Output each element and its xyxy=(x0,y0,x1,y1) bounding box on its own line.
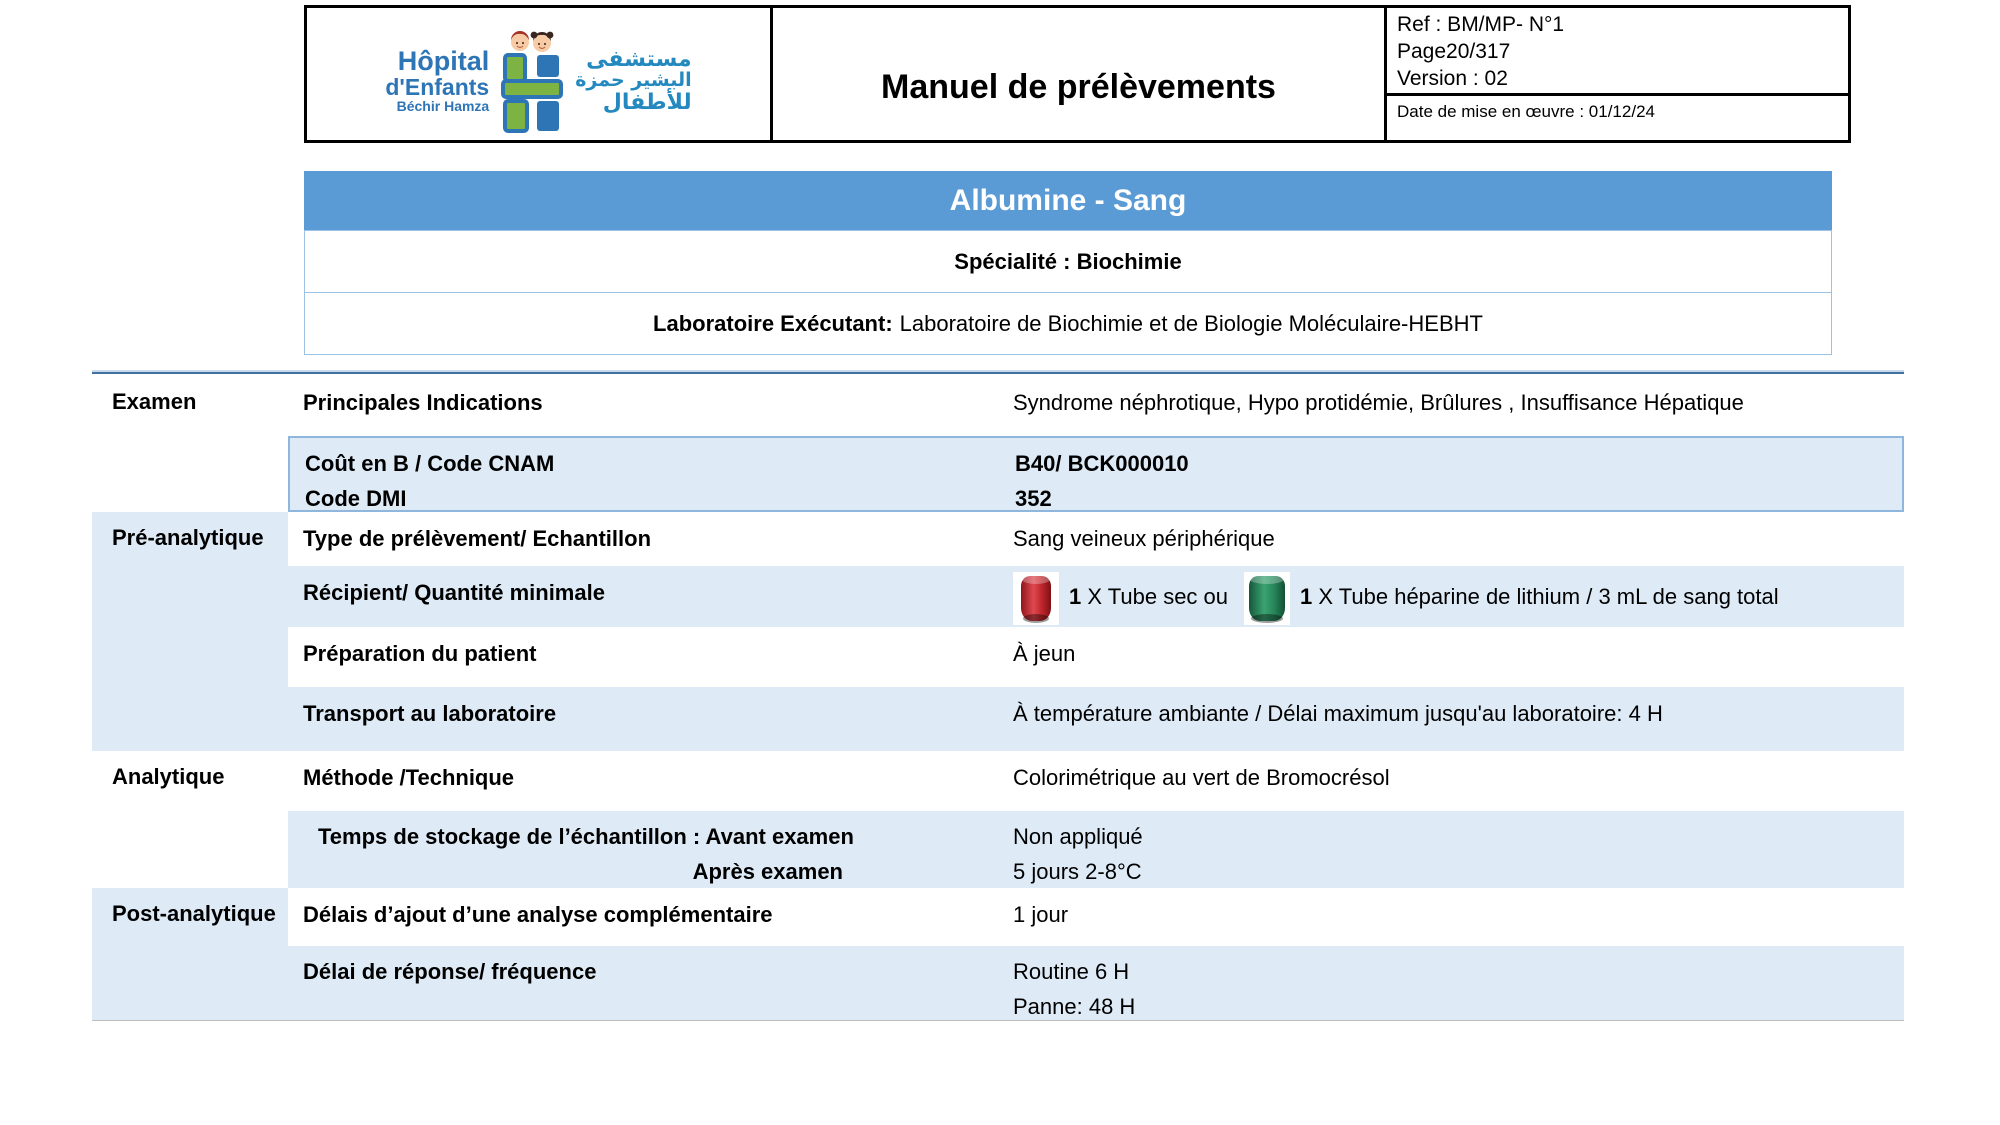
cout-label-line1: Coût en B / Code CNAM xyxy=(305,451,555,476)
page-number: Page20/317 xyxy=(1397,40,1511,63)
row-value: Sang veineux périphérique xyxy=(1013,526,1275,551)
tube2-text xyxy=(1300,583,1779,611)
reponse-value-line2: Panne: 48 H xyxy=(1013,994,1136,1019)
ref-block xyxy=(1387,8,1848,96)
executing-lab-value: Laboratoire de Biochimie et de Biologie Moléculaire-HEBHT xyxy=(899,310,1483,336)
tube1-text xyxy=(1069,583,1228,611)
row-value: Colorimétrique au vert de Bromocrésol xyxy=(1013,765,1390,790)
logo-french-text xyxy=(385,48,489,113)
reponse-value-line1: Routine 6 H xyxy=(1013,959,1130,984)
section-examen: Examen xyxy=(112,389,197,414)
hospital-logo xyxy=(385,29,691,133)
ref-cell xyxy=(1387,8,1848,140)
main-table xyxy=(92,370,1904,1021)
logo-arabic-text xyxy=(575,48,691,114)
logo-cell xyxy=(307,8,773,140)
stockage-value-line2: 5 jours 2-8°C xyxy=(1013,859,1142,884)
version-number: Version : 02 xyxy=(1397,67,1508,90)
tube2-label: X Tube héparine de lithium / 3 mL de sang total xyxy=(1312,583,1779,609)
logo-kids-icon xyxy=(511,31,553,52)
document-title: Manuel de prélèvements xyxy=(881,67,1276,106)
row-delai-reponse xyxy=(92,946,1904,1021)
effective-date: Date de mise en œuvre : 01/12/24 xyxy=(1397,102,1655,121)
speciality-text: Spécialité : Biochimie xyxy=(954,248,1182,274)
tube1-label: X Tube sec ou xyxy=(1081,583,1229,609)
speciality-box xyxy=(304,230,1832,355)
section-spacer xyxy=(92,436,288,512)
row-recipient xyxy=(92,566,1904,627)
row-label: Type de prélèvement/ Echantillon xyxy=(303,526,652,551)
section-spacer xyxy=(92,687,288,751)
logo-line3: Béchir Hamza xyxy=(396,98,490,115)
speciality-row xyxy=(305,231,1831,293)
row-label: Principales Indications xyxy=(303,390,543,415)
executing-lab-label: Laboratoire Exécutant: xyxy=(653,310,893,336)
row-label xyxy=(288,811,1000,888)
ref-number: Ref : BM/MP- N°1 xyxy=(1397,13,1565,36)
logo-arabic-line2: البشير حمزة xyxy=(575,69,692,92)
cout-value-line2: 352 xyxy=(1015,486,1052,511)
title-cell xyxy=(773,8,1387,140)
cout-label-line2: Code DMI xyxy=(305,486,407,511)
logo-line2: d'Enfants xyxy=(385,73,490,100)
section-spacer xyxy=(92,627,288,687)
row-preparation xyxy=(92,627,1904,687)
logo-h-icon xyxy=(497,29,567,133)
section-spacer xyxy=(92,811,288,888)
row-transport xyxy=(92,687,1904,751)
row-methode xyxy=(92,751,1904,811)
stockage-label-line2: Après examen xyxy=(692,859,843,884)
tube1-qty: 1 xyxy=(1069,583,1082,609)
row-label: Récipient/ Quantité minimale xyxy=(303,580,605,605)
row-label: Préparation du patient xyxy=(303,641,537,666)
row-value: 1 jour xyxy=(1013,902,1069,927)
logo-line1: Hôpital xyxy=(397,46,490,77)
row-label: Délais d’ajout d’une analyse complémentaire xyxy=(303,902,773,927)
section-spacer xyxy=(92,566,288,627)
row-value: Syndrome néphrotique, Hypo protidémie, Brûlures , Insuffisance Hépatique xyxy=(1013,390,1744,415)
logo-h-shape xyxy=(503,55,561,131)
row-delai-ajout xyxy=(92,888,1904,946)
logo-arabic-line1: مستشفى xyxy=(586,46,692,72)
section-post-analytique: Post-analytique xyxy=(92,888,288,946)
row-value xyxy=(1000,946,1904,1020)
executing-lab-row xyxy=(305,293,1831,354)
row-stockage xyxy=(92,811,1904,888)
row-label: Transport au laboratoire xyxy=(303,701,557,726)
section-spacer xyxy=(92,946,288,1020)
row-value xyxy=(1000,811,1904,888)
row-label: Méthode /Technique xyxy=(303,765,515,790)
green-tube-icon xyxy=(1244,572,1290,625)
row-label: Délai de réponse/ fréquence xyxy=(303,959,597,984)
exam-banner xyxy=(304,171,1832,230)
row-value xyxy=(1002,438,1902,510)
row-cout xyxy=(92,436,1904,512)
header-table xyxy=(304,5,1851,143)
row-indications xyxy=(92,376,1904,436)
exam-banner-title: Albumine - Sang xyxy=(949,183,1187,217)
section-analytique: Analytique xyxy=(112,764,225,789)
logo-arabic-line3: للأطفال xyxy=(602,89,692,115)
row-value xyxy=(1000,566,1904,627)
row-label xyxy=(290,438,1002,510)
stockage-label-line1: Temps de stockage de l’échantillon : Avant examen xyxy=(318,824,854,849)
row-type-prelevement xyxy=(92,512,1904,566)
cout-value-line1: B40/ BCK000010 xyxy=(1015,451,1189,476)
row-value: À jeun xyxy=(1013,641,1076,666)
stockage-value-line1: Non appliqué xyxy=(1013,824,1143,849)
section-pre-analytique: Pré-analytique xyxy=(92,512,288,566)
row-value: À température ambiante / Délai maximum jusqu'au laboratoire: 4 H xyxy=(1013,701,1663,726)
table-top-rule xyxy=(92,370,1904,374)
red-tube-icon xyxy=(1013,572,1059,625)
tube2-qty: 1 xyxy=(1300,583,1313,609)
